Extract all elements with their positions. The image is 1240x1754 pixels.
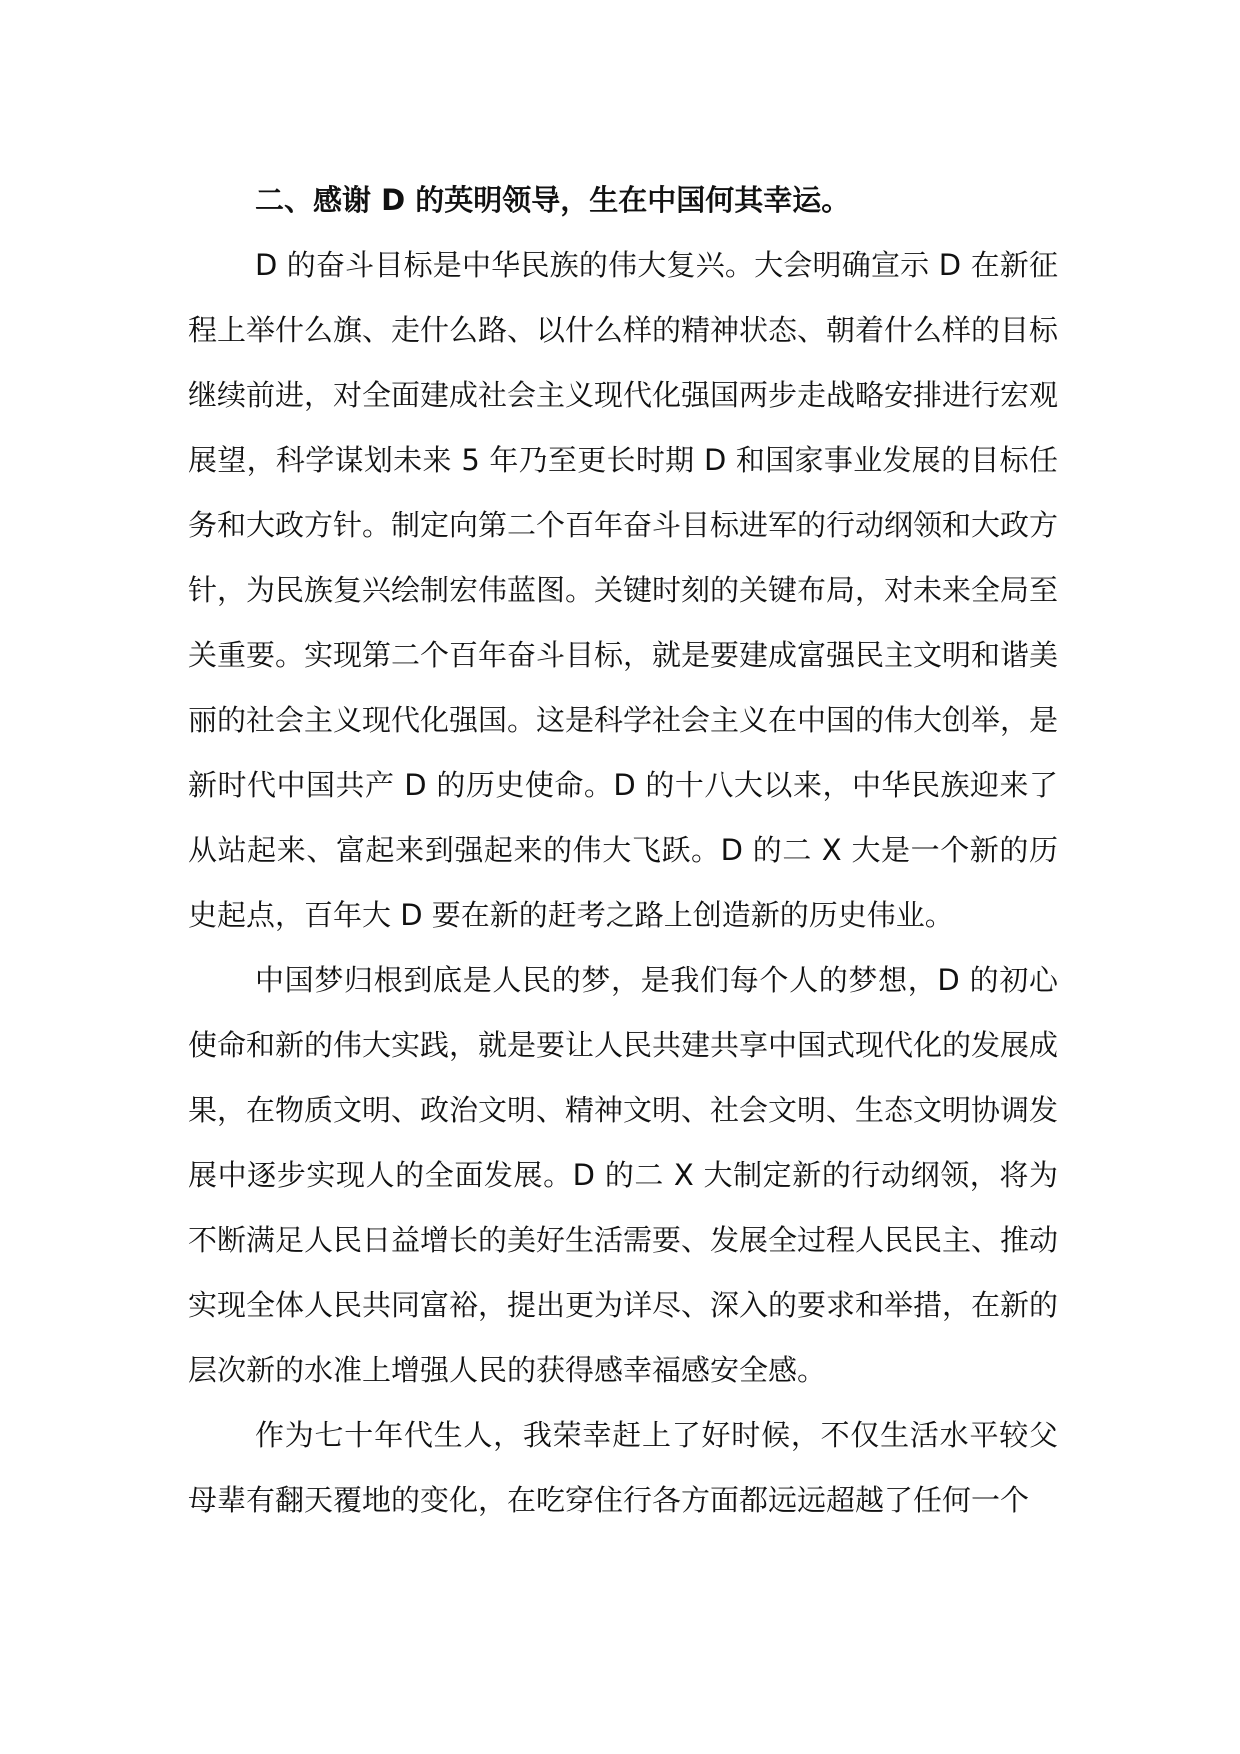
paragraph-2: 中国梦归根到底是人民的梦，是我们每个人的梦想，D 的初心使命和新的伟大实践，就是要让人民共建共享中国式现代化的发展成果，在物质文明、政治文明、精神文明、社会文明、生态文明协调发展中逐步实现人的全面发展。D 的二 X 大制定新的行动纲领，将为不断满足人民日益增长的美好生活需要、发展全过程人民民主、推动实现全体人民共同富裕，提出更为详尽、深入的要求和举措，在新的层次新的水准上增强人民的获得感幸福感安全感。 <box>188 963 1059 1387</box>
section-heading: 二、感谢 D 的英明领导，生在中国何其幸运。 <box>255 183 851 217</box>
document-body <box>188 168 1058 1533</box>
paragraph-3: 作为七十年代生人，我荣幸赶上了好时候，不仅生活水平较父母辈有翻天覆地的变化，在吃穿住行各方面都远远超越了任何一个 <box>188 1418 1058 1517</box>
paragraph-1: D 的奋斗目标是中华民族的伟大复兴。大会明确宣示 D 在新征程上举什么旗、走什么路、以什么样的精神状态、朝着什么样的目标继续前进，对全面建成社会主义现代化强国两步走战略安排进行宏观展望，科学谋划未来 5 年乃至更长时期 D 和国家事业发展的目标任务和大政方针。制定向第二个百年奋斗目标进军的行动纲领和大政方针，为民族复兴绘制宏伟蓝图。关键时刻的关键布局，对未来全局至关重要。实现第二个百年奋斗目标，就是要建成富强民主文明和谐美丽的社会主义现代化强国。这是科学社会主义在中国的伟大创举，是新时代中国共产 D 的历史使命。D 的十八大以来，中华民族迎来了从站起来、富起来到强起来的伟大飞跃。D 的二 X 大是一个新的历史起点，百年大 D 要在新的赶考之路上创造新的历史伟业。 <box>188 248 1059 932</box>
